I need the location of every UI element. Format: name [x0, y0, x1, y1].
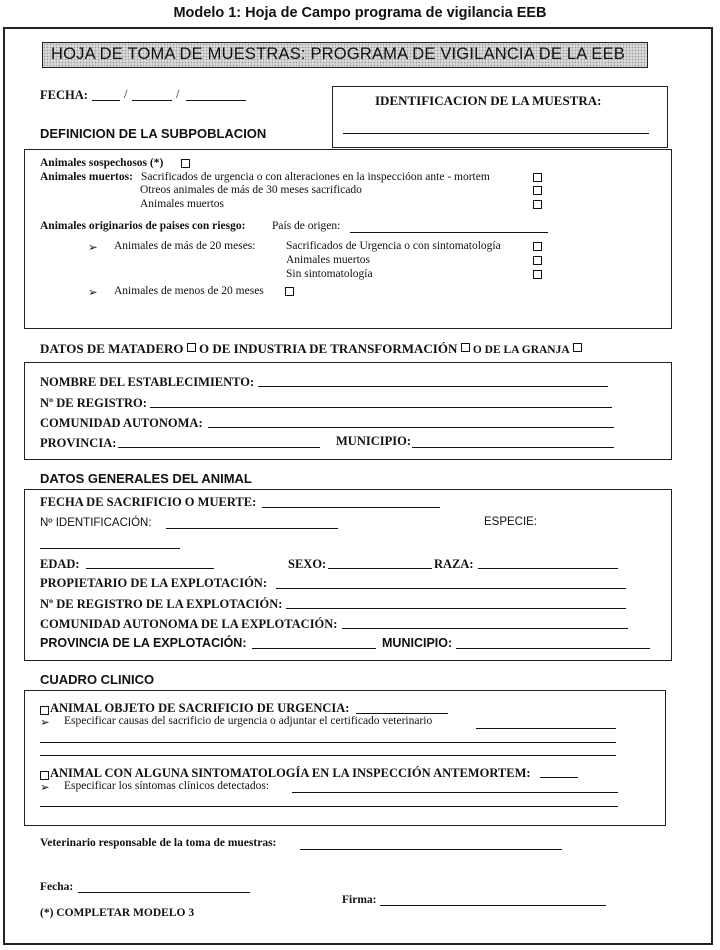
pais-origen-label: País de origen: — [272, 220, 341, 232]
matadero-heading — [40, 341, 582, 357]
urgencia-field[interactable] — [356, 713, 448, 714]
mas20-option-1-checkbox[interactable] — [533, 242, 542, 251]
fecha-footer-field[interactable] — [78, 892, 250, 893]
raza-label: RAZA: — [434, 557, 474, 571]
mas20-option-2-checkbox[interactable] — [533, 256, 542, 265]
arrow-bullet-icon: ➢ — [88, 242, 98, 254]
nombre-establecimiento-label: NOMBRE DEL ESTABLECIMIENTO: — [40, 375, 255, 389]
animal-heading: DATOS GENERALES DEL ANIMAL — [40, 471, 252, 486]
subpoblacion-heading: DEFINICION DE LA SUBPOBLACION — [40, 126, 267, 141]
sintomas-detail-label: Especificar los síntomas clínicos detectados: — [64, 780, 270, 792]
mas20-option-2: Animales muertos — [286, 254, 370, 266]
granja-checkbox[interactable] — [573, 343, 582, 352]
sintomatologia-checkbox[interactable] — [40, 771, 49, 780]
sintomatologia-label: ANIMAL CON ALGUNA SINTOMATOLOGÍA EN LA INSPECCIÓN ANTEMORTEM: — [50, 766, 531, 780]
veterinario-field[interactable] — [300, 849, 562, 850]
especie-field[interactable] — [40, 548, 180, 549]
municipio-field[interactable] — [412, 447, 614, 448]
matadero-heading-part-3: O DE LA GRANJA — [472, 344, 570, 356]
fecha-sacrificio-field[interactable] — [262, 507, 440, 508]
mas20-option-1: Sacrificados de Urgencia o con sintomatología — [286, 240, 501, 252]
provincia-explotacion-field[interactable] — [252, 648, 376, 649]
fecha-day-field[interactable] — [92, 100, 120, 101]
arrow-bullet-icon: ➢ — [40, 782, 50, 794]
mas20-option-3: Sin sintomatología — [286, 268, 373, 280]
comunidad-field[interactable] — [208, 427, 614, 428]
date-slash: / — [176, 87, 180, 101]
mas20-option-3-checkbox[interactable] — [533, 270, 542, 279]
fecha-month-field[interactable] — [132, 100, 172, 101]
comunidad-label: COMUNIDAD AUTONOMA: — [40, 416, 203, 430]
provincia-explotacion-label: PROVINCIA DE LA EXPLOTACIÓN: — [40, 636, 247, 650]
completar-note: (*) COMPLETAR MODELO 3 — [40, 907, 195, 919]
urgencia-detail-label: Especificar causas del sacrificio de urgencia o adjuntar el certificado veterinario — [64, 715, 433, 727]
muertos-option-1-checkbox[interactable] — [533, 173, 542, 182]
provincia-label: PROVINCIA: — [40, 436, 117, 450]
sample-id-box — [332, 86, 668, 148]
document-title: Modelo 1: Hoja de Campo programa de vigilancia EEB — [173, 5, 547, 21]
registro-explotacion-field[interactable] — [286, 608, 626, 609]
matadero-heading-part-1: DATOS DE MATADERO — [40, 341, 184, 356]
identificacion-field[interactable] — [166, 528, 338, 529]
sospechosos-checkbox[interactable] — [181, 159, 190, 168]
comunidad-explotacion-field[interactable] — [342, 628, 628, 629]
menos20-label: Animales de menos de 20 meses — [114, 285, 264, 297]
fecha-footer-label: Fecha: — [40, 881, 74, 893]
arrow-bullet-icon: ➢ — [40, 717, 50, 729]
sintomas-detail-field[interactable] — [292, 792, 618, 793]
riesgo-label: Animales originarios de paises con riesgo: — [40, 220, 246, 232]
veterinario-label: Veterinario responsable de la toma de muestras: — [40, 837, 277, 849]
edad-field[interactable] — [86, 568, 214, 569]
sintomas-detail-line[interactable] — [40, 806, 618, 807]
muertos-label: Animales muertos: — [40, 171, 133, 183]
sexo-label: SEXO: — [288, 557, 327, 571]
registro-explotacion-label: Nº DE REGISTRO DE LA EXPLOTACIÓN: — [40, 597, 283, 611]
urgencia-label: ANIMAL OBJETO DE SACRIFICIO DE URGENCIA: — [50, 701, 350, 715]
form-banner: HOJA DE TOMA DE MUESTRAS: PROGRAMA DE VIGILANCIA DE LA EEB — [42, 42, 648, 68]
provincia-field[interactable] — [118, 447, 320, 448]
municipio-explotacion-label: MUNICIPIO: — [382, 636, 453, 650]
municipio-explotacion-field[interactable] — [456, 648, 650, 649]
urgencia-detail-line[interactable] — [40, 755, 616, 756]
muertos-option-1: Sacrificados de urgencia o con alteraciones en la inspeccióon ante - mortem — [141, 171, 490, 183]
firma-field[interactable] — [380, 905, 606, 906]
muertos-option-3: Animales muertos — [140, 198, 224, 210]
propietario-field[interactable] — [276, 588, 626, 589]
urgencia-detail-line[interactable] — [40, 742, 616, 743]
industria-checkbox[interactable] — [461, 343, 470, 352]
raza-field[interactable] — [478, 568, 618, 569]
municipio-label: MUNICIPIO: — [336, 434, 411, 448]
firma-label: Firma: — [342, 894, 377, 906]
identificacion-label: Nº IDENTIFICACIÓN: — [40, 517, 152, 529]
pais-origen-field[interactable] — [350, 232, 548, 233]
sample-id-label: IDENTIFICACION DE LA MUESTRA: — [375, 93, 602, 108]
comunidad-explotacion-label: COMUNIDAD AUTONOMA DE LA EXPLOTACIÓN: — [40, 617, 338, 631]
edad-label: EDAD: — [40, 557, 80, 571]
muertos-option-2-checkbox[interactable] — [533, 186, 542, 195]
urgencia-checkbox[interactable] — [40, 706, 49, 715]
clinico-heading: CUADRO CLINICO — [40, 672, 155, 687]
fecha-year-field[interactable] — [186, 100, 246, 101]
arrow-bullet-icon: ➢ — [88, 287, 98, 299]
matadero-heading-part-2: O DE INDUSTRIA DE TRANSFORMACIÓN — [199, 341, 458, 356]
date-slash: / — [124, 87, 128, 101]
sintomatologia-field[interactable] — [540, 777, 578, 778]
fecha-label: FECHA: — [40, 88, 88, 102]
propietario-label: PROPIETARIO DE LA EXPLOTACIÓN: — [40, 576, 267, 590]
registro-label: Nº DE REGISTRO: — [40, 396, 147, 410]
muertos-option-3-checkbox[interactable] — [533, 200, 542, 209]
registro-field[interactable] — [150, 407, 612, 408]
sospechosos-label: Animales sospechosos (*) — [40, 157, 164, 169]
sample-id-field[interactable] — [343, 133, 649, 134]
nombre-establecimiento-field[interactable] — [258, 386, 608, 387]
mas20-label: Animales de más de 20 meses: — [114, 240, 256, 252]
fecha-sacrificio-label: FECHA DE SACRIFICIO O MUERTE: — [40, 495, 257, 509]
urgencia-detail-field[interactable] — [476, 728, 616, 729]
especie-label: ESPECIE: — [484, 516, 538, 528]
menos20-checkbox[interactable] — [285, 287, 294, 296]
sexo-field[interactable] — [328, 568, 432, 569]
matadero-checkbox[interactable] — [187, 343, 196, 352]
muertos-option-2: Otreos animales de más de 30 meses sacrificado — [140, 184, 362, 196]
